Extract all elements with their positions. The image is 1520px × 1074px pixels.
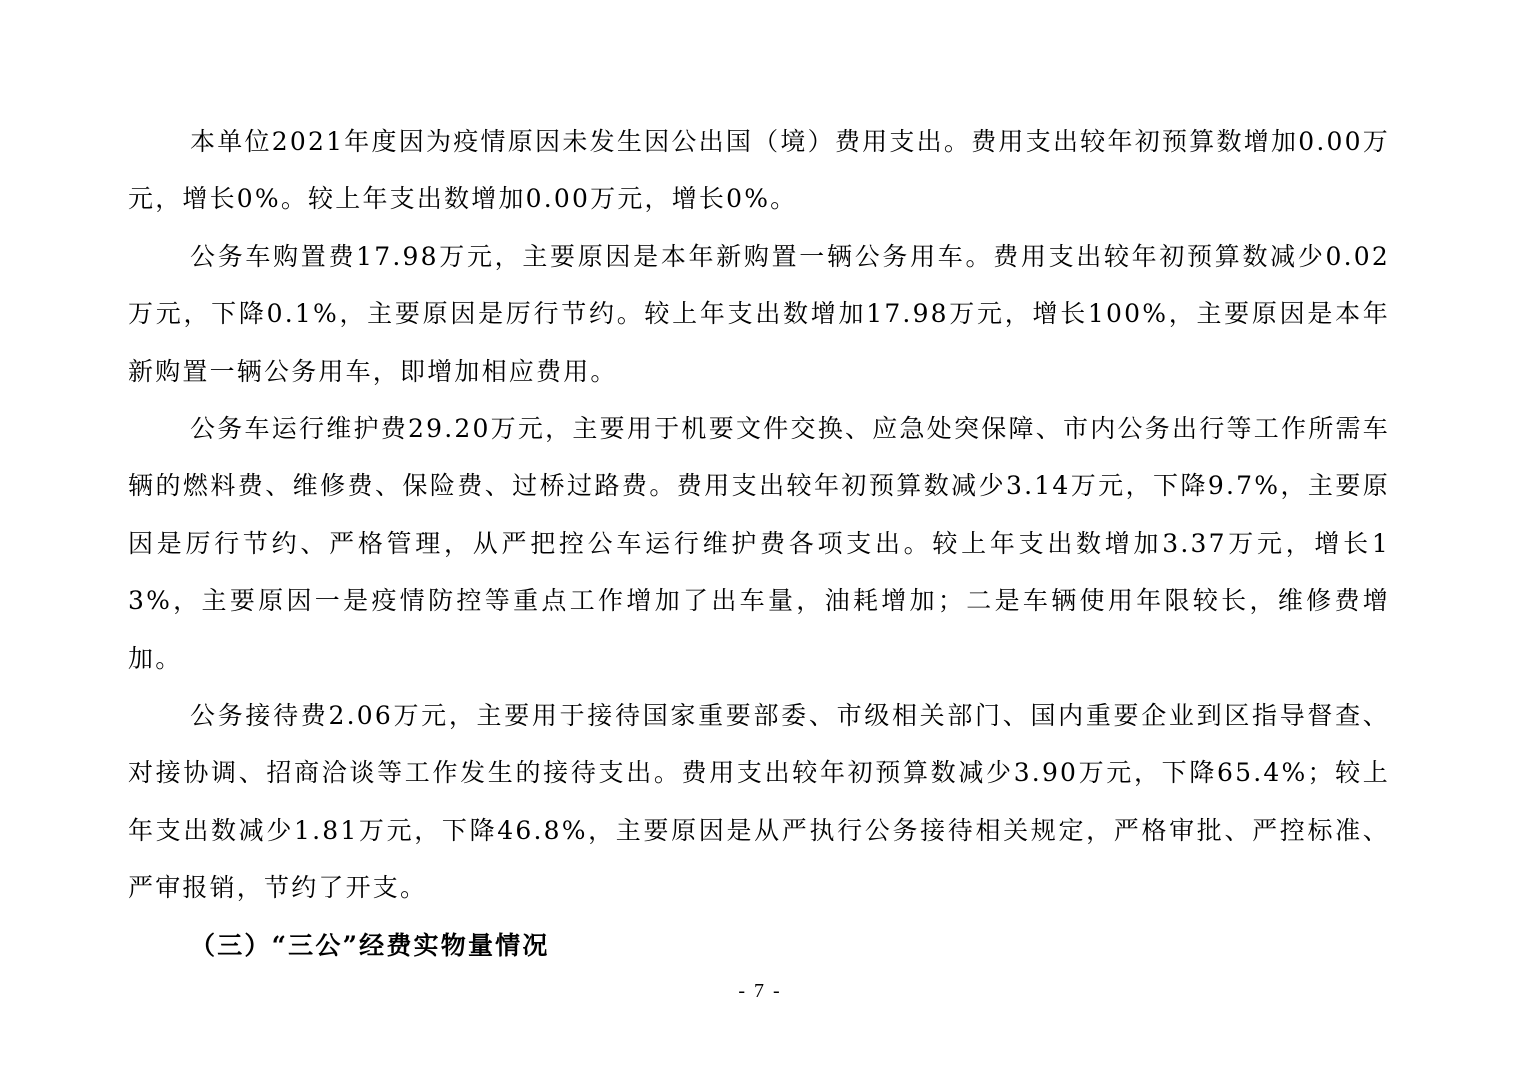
paragraph-vehicle-purchase: 公务车购置费17.98万元，主要原因是本年新购置一辆公务用车。费用支出较年初预算数减少0.02万元，下降0.1%，主要原因是厉行节约。较上年支出数增加17.98万元，增长100%，主要原因是本年新购置一辆公务用车，即增加相应费用。: [128, 241, 1390, 386]
paragraph-overseas-expenses: 本单位2021年度因为疫情原因未发生因公出国（境）费用支出。费用支出较年初预算数增加0.00万元，增长0%。较上年支出数增加0.00万元，增长0%。: [128, 127, 1390, 214]
section-heading: （三）“三公”经费实物量情况: [190, 930, 550, 960]
page-number: - 7 -: [738, 980, 782, 1002]
paragraph-vehicle-maintenance: 公务车运行维护费29.20万元，主要用于机要文件交换、应急处突保障、市内公务出行等工作所需车辆的燃料费、维修费、保险费、过桥过路费。费用支出较年初预算数减少3.14万元，下降9.7%，主要原因是厉行节约、严格管理，从严把控公车运行维护费各项支出。较上年支出数增加3.37万元，增长13%，主要原因一是疫情防控等重点工作增加了出车量，油耗增加；二是车辆使用年限较长，维修费增加。: [128, 414, 1390, 673]
document-body: [128, 113, 1390, 974]
paragraph-reception-expenses: 公务接待费2.06万元，主要用于接待国家重要部委、市级相关部门、国内重要企业到区指导督查、对接协调、招商洽谈等工作发生的接待支出。费用支出较年初预算数减少3.90万元，下降65.4%；较上年支出数减少1.81万元，下降46.8%，主要原因是从严执行公务接待相关规定，严格审批、严控标准、严审报销，节约了开支。: [128, 701, 1390, 903]
